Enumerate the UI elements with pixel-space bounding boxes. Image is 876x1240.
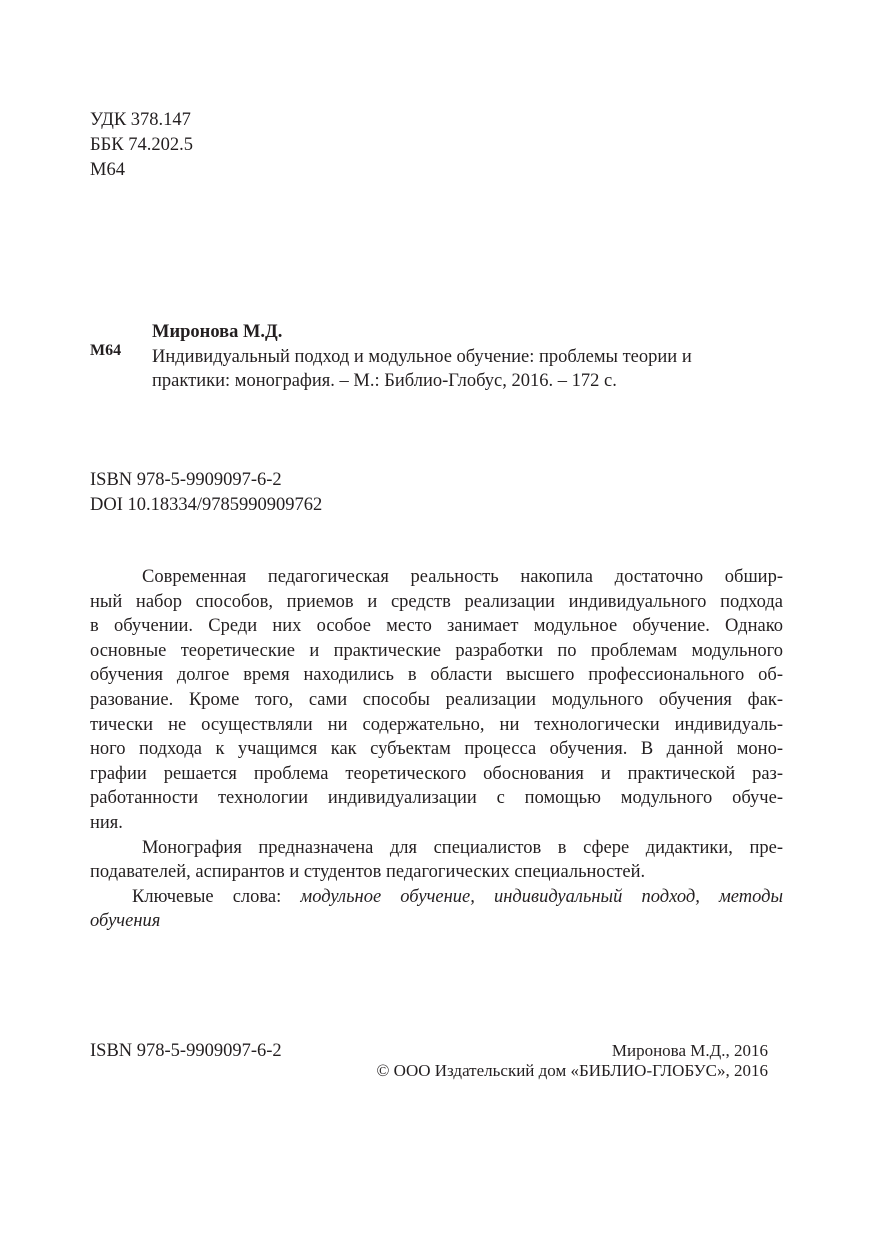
keywords: модульное обучение, индивидуальный подход, методы: [300, 886, 783, 907]
classification-codes: [90, 108, 193, 183]
isbn: ISBN 978-5-9909097-6-2: [90, 470, 282, 490]
abstract-line: ния.: [90, 812, 123, 833]
copyright-author: Миронова М.Д., 2016: [611, 1041, 768, 1060]
bbk-code: ББК 74.202.5: [90, 135, 193, 155]
entry-author: Миронова М.Д.: [152, 322, 283, 342]
entry-line: практики: монография. – М.: Библио-Глобус, 2016. – 172 с.: [152, 371, 617, 391]
keywords-label: Ключевые слова:: [132, 886, 301, 907]
udk-code: УДК 378.147: [90, 110, 191, 130]
entry-line: Индивидуальный подход и модульное обучение: проблемы теории и: [152, 346, 692, 367]
keywords-line: [90, 885, 783, 910]
abstract-line: Монография предназначена для специалистов в сфере дидактики, пре-: [142, 837, 783, 858]
doi: DOI 10.18334/9785990909762: [90, 495, 323, 515]
abstract: [90, 565, 783, 934]
abstract-line: ного подхода к учащимся как субъектам процесса обучения. В данной моно-: [90, 739, 783, 760]
abstract-line: основные теоретические и практические разработки по проблемам модульного: [90, 640, 783, 661]
keywords-line: обучения: [90, 911, 161, 932]
abstract-line: графии решается проблема теоретического обоснования и практической раз-: [90, 763, 783, 784]
abstract-line: разование. Кроме того, сами способы реализации модульного обучения фак-: [90, 689, 783, 710]
abstract-line: работанности технологии индивидуализации с помощью модульного обуче-: [90, 788, 783, 809]
abstract-line: обучения долгое время находились в области высшего профессионального об-: [90, 665, 783, 686]
abstract-line: Современная педагогическая реальность накопила достаточно обшир-: [142, 567, 783, 587]
identifiers: [90, 468, 322, 518]
abstract-line: в обучении. Среди них особое место занимает модульное обучение. Однако: [90, 616, 783, 637]
abstract-line: ный набор способов, приемов и средств реализации индивидуального подхода: [90, 591, 783, 612]
copyright: [377, 1041, 769, 1081]
footer-isbn: ISBN 978-5-9909097-6-2: [90, 1041, 282, 1061]
entry-author-sign: М64: [90, 342, 122, 359]
bibliographic-entry: [152, 320, 792, 394]
abstract-line: тически не осуществляли ни содержательно, ни технологически индивидуаль-: [90, 714, 783, 735]
abstract-line: подавателей, аспирантов и студентов педагогических специальностей.: [90, 862, 646, 883]
copyright-publisher: © ООО Издательский дом «БИБЛИО-ГЛОБУС», 2016: [376, 1061, 768, 1080]
author-sign: М64: [90, 160, 125, 180]
